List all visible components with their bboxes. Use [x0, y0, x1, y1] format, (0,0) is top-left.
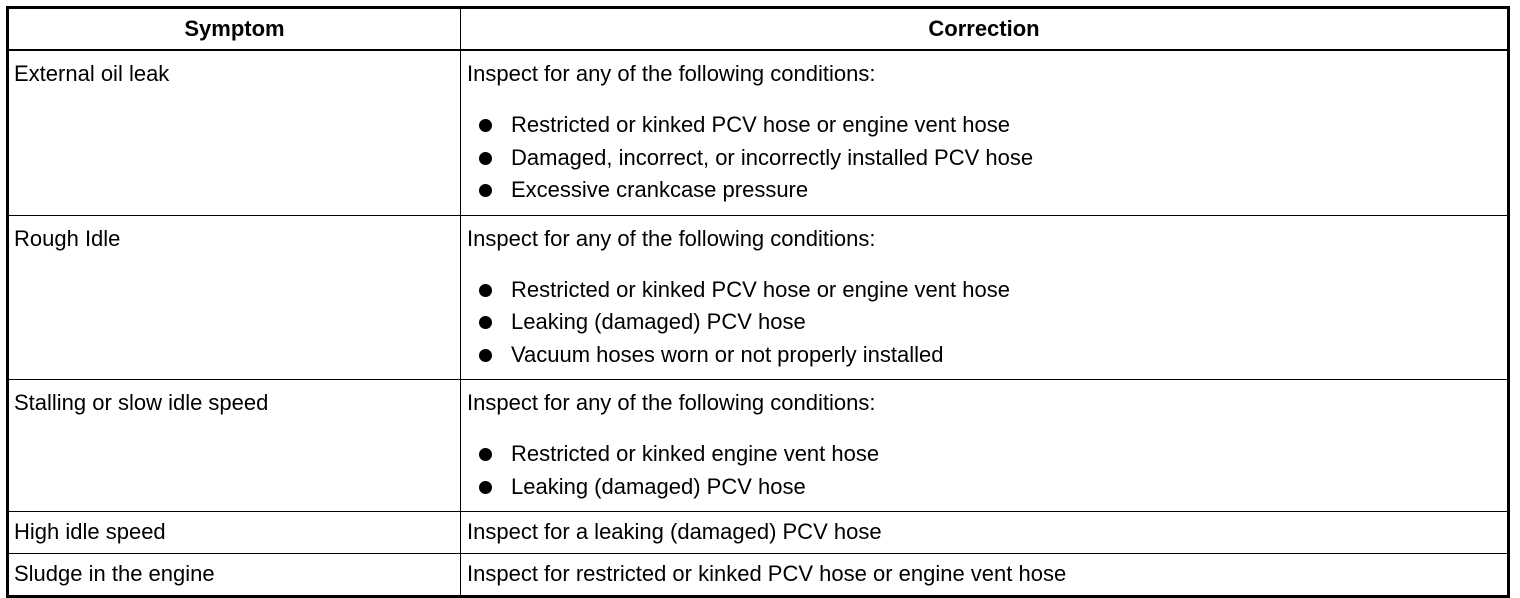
- correction-column-header: Correction: [461, 8, 1509, 51]
- bullet-icon: [479, 448, 492, 461]
- condition-item: [461, 109, 1507, 142]
- correction-text: Inspect for restricted or kinked PCV hose or engine vent hose: [467, 561, 1067, 586]
- condition-text: Damaged, incorrect, or incorrectly installed PCV hose: [511, 144, 1034, 170]
- condition-item: [461, 274, 1507, 307]
- condition-text: Leaking (damaged) PCV hose: [511, 309, 806, 334]
- correction-intro: Inspect for any of the following conditions:: [467, 225, 876, 251]
- bullet-icon: [479, 316, 492, 329]
- condition-list: [461, 274, 1507, 380]
- symptom-cell: [8, 380, 461, 512]
- table-row: [8, 512, 1509, 554]
- symptom-cell: [8, 554, 461, 597]
- condition-item: [461, 142, 1507, 175]
- symptom-cell: [8, 50, 461, 215]
- symptom-cell: [8, 215, 461, 380]
- correction-cell: [461, 215, 1509, 380]
- diagnostic-table: [6, 6, 1510, 598]
- condition-text: Vacuum hoses worn or not properly installed: [511, 341, 944, 367]
- condition-item: [461, 438, 1507, 471]
- table-row: [8, 50, 1509, 215]
- symptom-text: External oil leak: [14, 61, 170, 86]
- bullet-icon: [479, 119, 492, 132]
- condition-text: Restricted or kinked PCV hose or engine vent hose: [511, 112, 1010, 137]
- correction-intro: Inspect for any of the following conditions:: [467, 390, 876, 415]
- table-row: [8, 554, 1509, 597]
- bullet-icon: [479, 349, 492, 362]
- table-header-row: [8, 8, 1509, 51]
- correction-cell: [461, 512, 1509, 554]
- table-row: [8, 380, 1509, 512]
- condition-item: [461, 339, 1507, 372]
- condition-text: Leaking (damaged) PCV hose: [511, 473, 806, 499]
- correction-cell: [461, 554, 1509, 597]
- condition-text: Restricted or kinked engine vent hose: [511, 441, 880, 466]
- condition-list: [461, 438, 1507, 511]
- correction-cell: [461, 50, 1509, 215]
- bullet-icon: [479, 184, 492, 197]
- correction-text: Inspect for a leaking (damaged) PCV hose: [467, 519, 882, 544]
- symptom-column-header: Symptom: [8, 8, 461, 51]
- bullet-icon: [479, 481, 492, 494]
- symptom-text: Stalling or slow idle speed: [14, 390, 269, 415]
- correction-cell: [461, 380, 1509, 512]
- symptom-cell: [8, 512, 461, 554]
- correction-intro: Inspect for any of the following conditions:: [467, 61, 876, 86]
- condition-text: Excessive crankcase pressure: [511, 177, 809, 202]
- symptom-text: Sludge in the engine: [14, 561, 215, 586]
- bullet-icon: [479, 284, 492, 297]
- symptom-text: High idle speed: [14, 519, 166, 544]
- condition-item: [461, 471, 1507, 504]
- condition-text: Restricted or kinked PCV hose or engine vent hose: [511, 276, 1010, 302]
- condition-list: [461, 109, 1507, 215]
- symptom-text: Rough Idle: [14, 225, 121, 251]
- condition-item: [461, 306, 1507, 339]
- bullet-icon: [479, 152, 492, 165]
- condition-item: [461, 174, 1507, 207]
- table-row: [8, 215, 1509, 380]
